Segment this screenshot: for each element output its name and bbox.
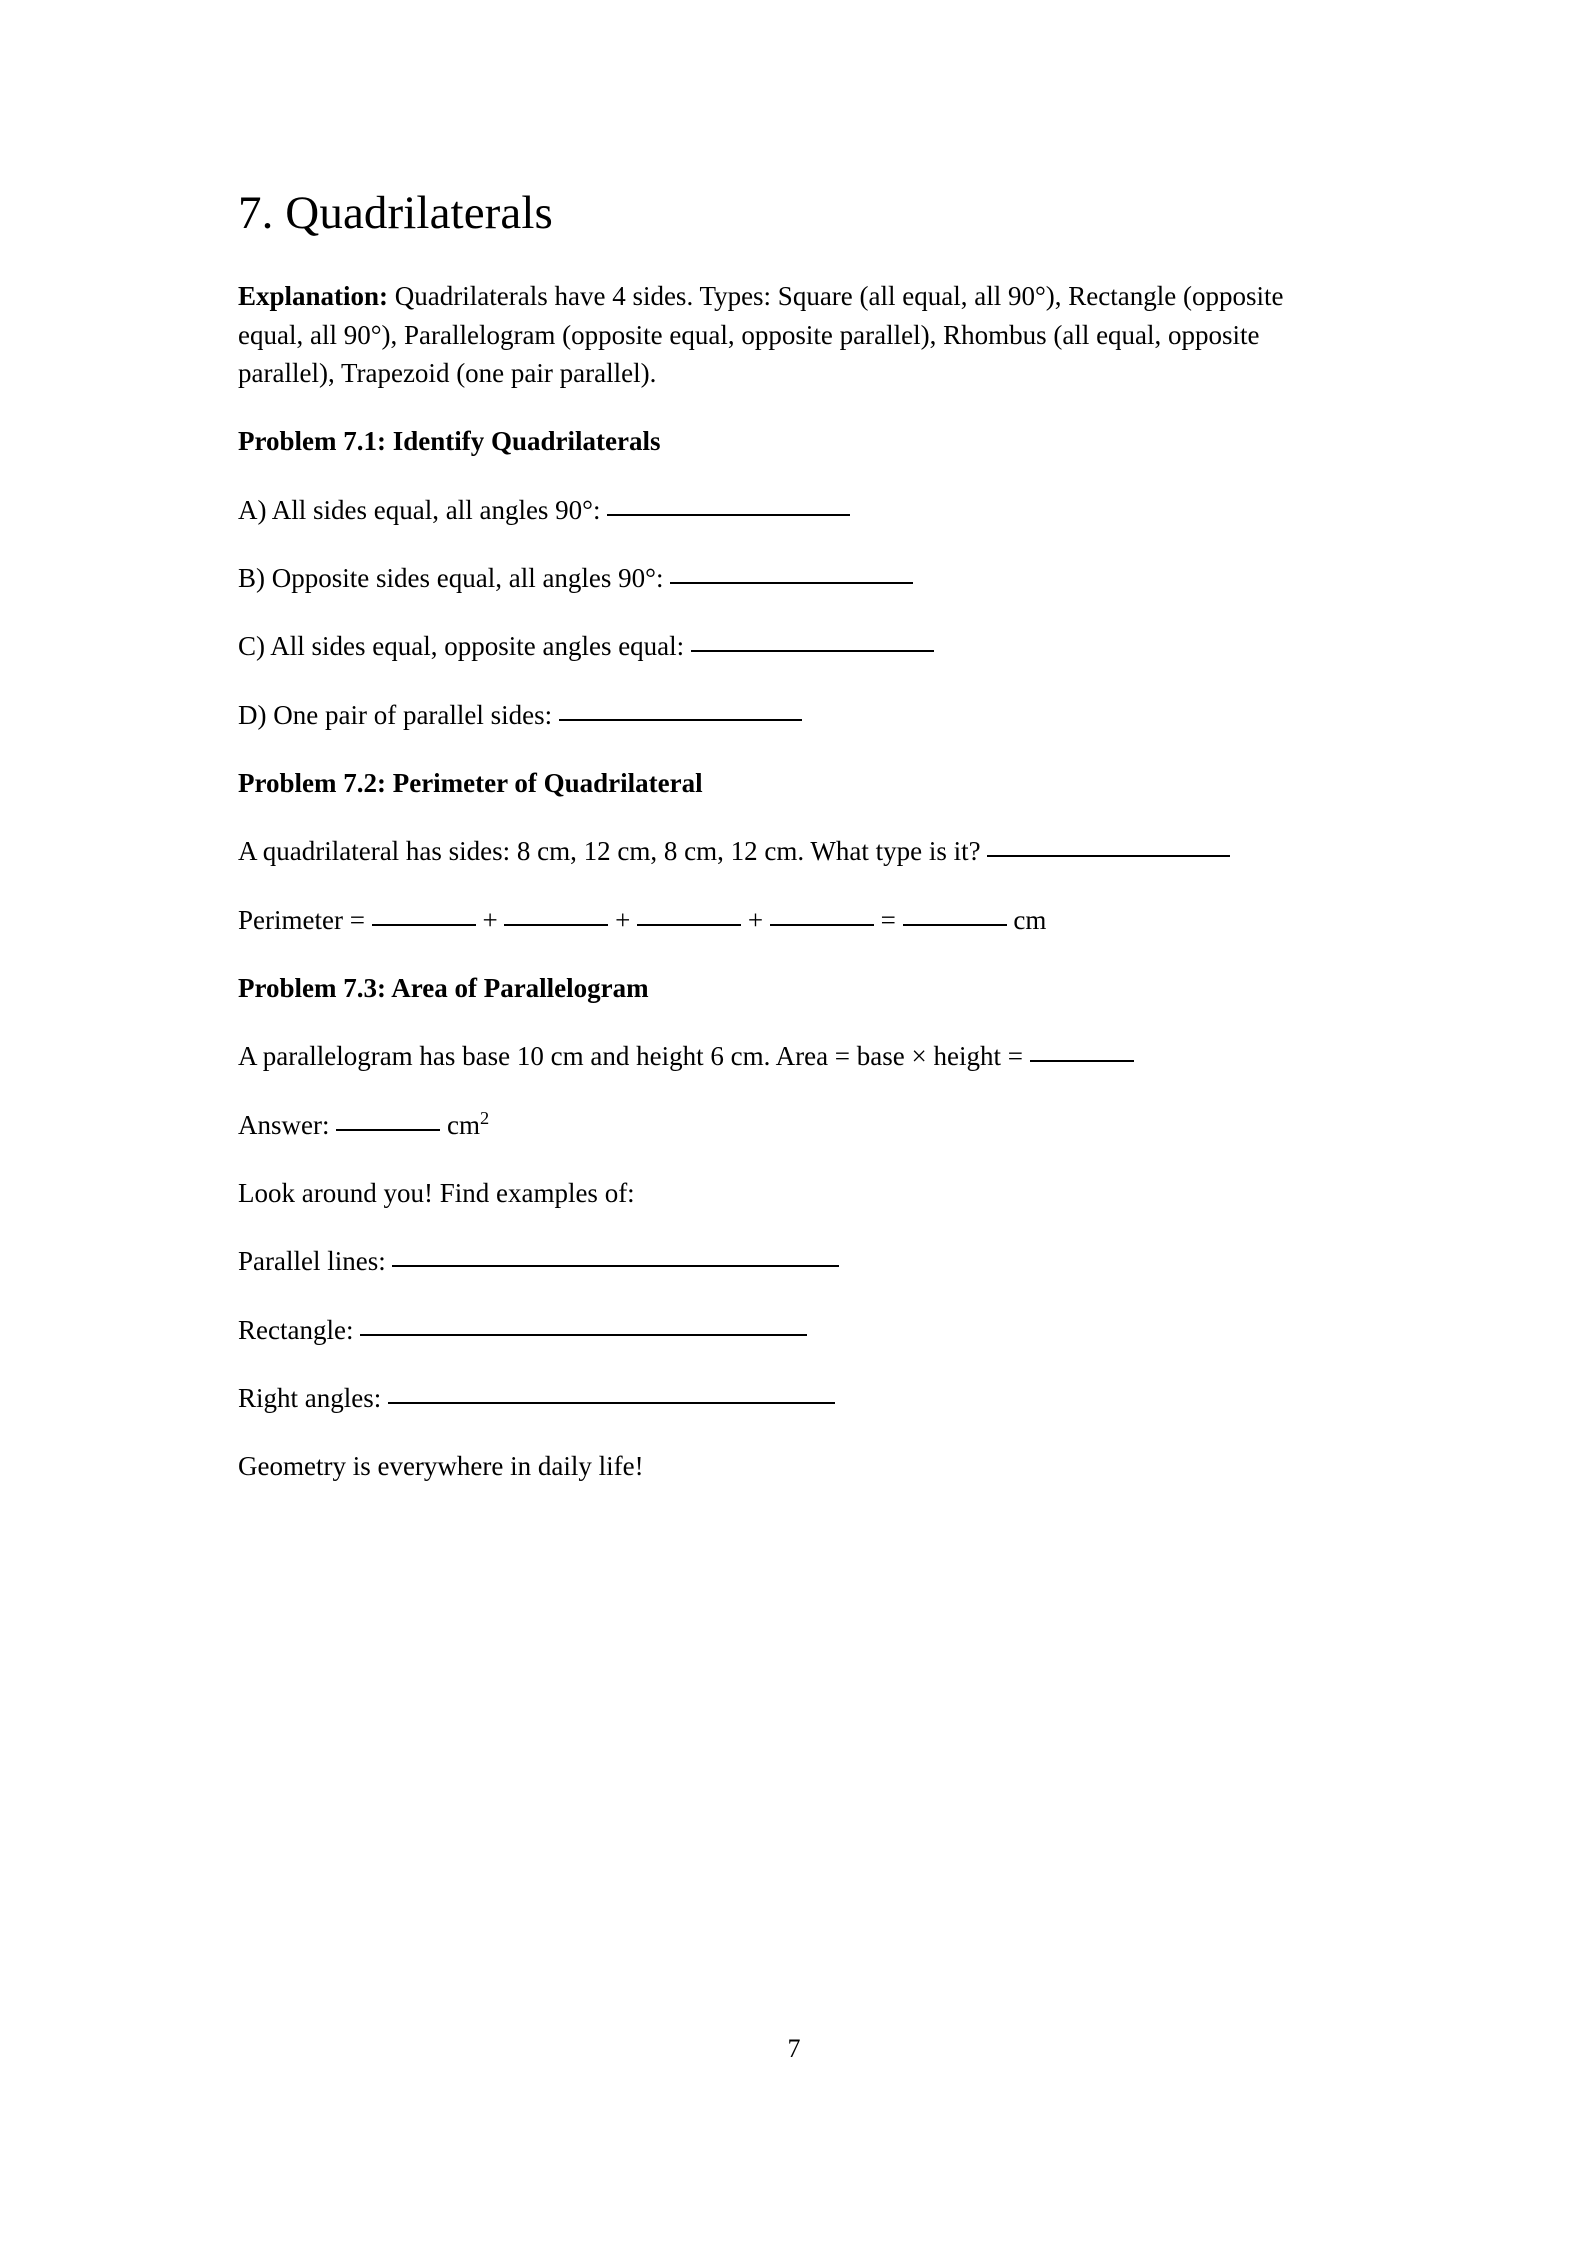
problem-7-2-question-text: A quadrilateral has sides: 8 cm, 12 cm, 8 cm, 12 cm. What type is it? <box>238 836 981 867</box>
activity-rectangle-blank[interactable] <box>360 1334 807 1336</box>
answer-blank-b[interactable] <box>670 582 913 584</box>
explanation-label: Explanation: <box>238 281 389 312</box>
page-content <box>238 186 1336 1516</box>
item-b-label: B) Opposite sides equal, all angles 90°: <box>238 563 664 594</box>
problem-7-1-item-a <box>238 491 1336 529</box>
problem-7-1-item-c <box>238 627 1336 665</box>
page-number: 7 <box>787 2034 801 2063</box>
area-answer-unit <box>446 1107 490 1140</box>
problem-7-1-heading: Problem 7.1: Identify Quadrilaterals <box>238 426 661 457</box>
perimeter-plus-2: + <box>615 904 631 935</box>
problem-7-3-question-text: A parallelogram has base 10 cm and height 6 cm. Area = base × height = <box>238 1041 1023 1072</box>
activity-parallel-lines-label: Parallel lines: <box>238 1246 386 1277</box>
answer-blank-c[interactable] <box>691 650 934 652</box>
answer-blank-d[interactable] <box>559 719 802 721</box>
problem-7-1-item-d <box>238 696 1336 734</box>
item-d-label: D) One pair of parallel sides: <box>238 699 553 730</box>
perimeter-equation <box>238 901 1336 939</box>
area-unit-text: cm <box>446 1109 480 1140</box>
area-answer-blank[interactable] <box>336 1129 440 1131</box>
activity-prompt: Look around you! Find examples of: <box>238 1178 635 1209</box>
problem-7-2-question <box>238 832 1336 870</box>
item-a-label: A) All sides equal, all angles 90°: <box>238 494 601 525</box>
perimeter-plus-3: + <box>747 904 764 935</box>
perimeter-term-1-blank[interactable] <box>372 924 476 926</box>
activity-rectangle-label: Rectangle: <box>238 1314 354 1345</box>
activity-right-angles-blank[interactable] <box>388 1402 835 1404</box>
explanation-body: Quadrilaterals have 4 sides. Types: Square (all equal, all 90°), Rectangle (opposite equal, all 90°), Parallelogram (opposite equal, opposite parallel), Rhombus (all equal, opposite parallel), Trapezoid (one pair parallel). <box>238 281 1284 389</box>
answer-blank-type[interactable] <box>987 855 1230 857</box>
activity-item-rectangle <box>238 1311 1336 1349</box>
perimeter-result-blank[interactable] <box>903 924 1007 926</box>
perimeter-term-3-blank[interactable] <box>637 924 741 926</box>
area-expression-blank[interactable] <box>1030 1060 1134 1062</box>
answer-label: Answer: <box>238 1109 330 1140</box>
answer-blank-a[interactable] <box>607 514 850 516</box>
perimeter-term-2-blank[interactable] <box>504 924 608 926</box>
problem-7-2-heading: Problem 7.2: Perimeter of Quadrilateral <box>238 768 703 799</box>
problem-7-3-heading: Problem 7.3: Area of Parallelogram <box>238 973 649 1004</box>
perimeter-plus-1: + <box>482 904 498 935</box>
activity-right-angles-label: Right angles: <box>238 1383 382 1414</box>
activity-parallel-lines-blank[interactable] <box>392 1265 839 1267</box>
perimeter-unit: cm <box>1013 904 1047 935</box>
page-title: 7. Quadrilaterals <box>238 187 553 239</box>
problem-7-1-item-b <box>238 559 1336 597</box>
activity-item-right-angles <box>238 1379 1336 1417</box>
perimeter-equals: = <box>880 904 896 935</box>
activity-closing: Geometry is everywhere in daily life! <box>238 1451 644 1482</box>
perimeter-label: Perimeter = <box>238 904 365 935</box>
problem-7-3-answer <box>238 1106 1336 1144</box>
problem-7-3-question <box>238 1037 1336 1075</box>
activity-item-parallel-lines <box>238 1242 1336 1280</box>
area-unit-exponent: 2 <box>479 1107 490 1128</box>
explanation-paragraph <box>238 277 1336 392</box>
perimeter-term-4-blank[interactable] <box>770 924 874 926</box>
item-c-label: C) All sides equal, opposite angles equal: <box>238 631 685 662</box>
